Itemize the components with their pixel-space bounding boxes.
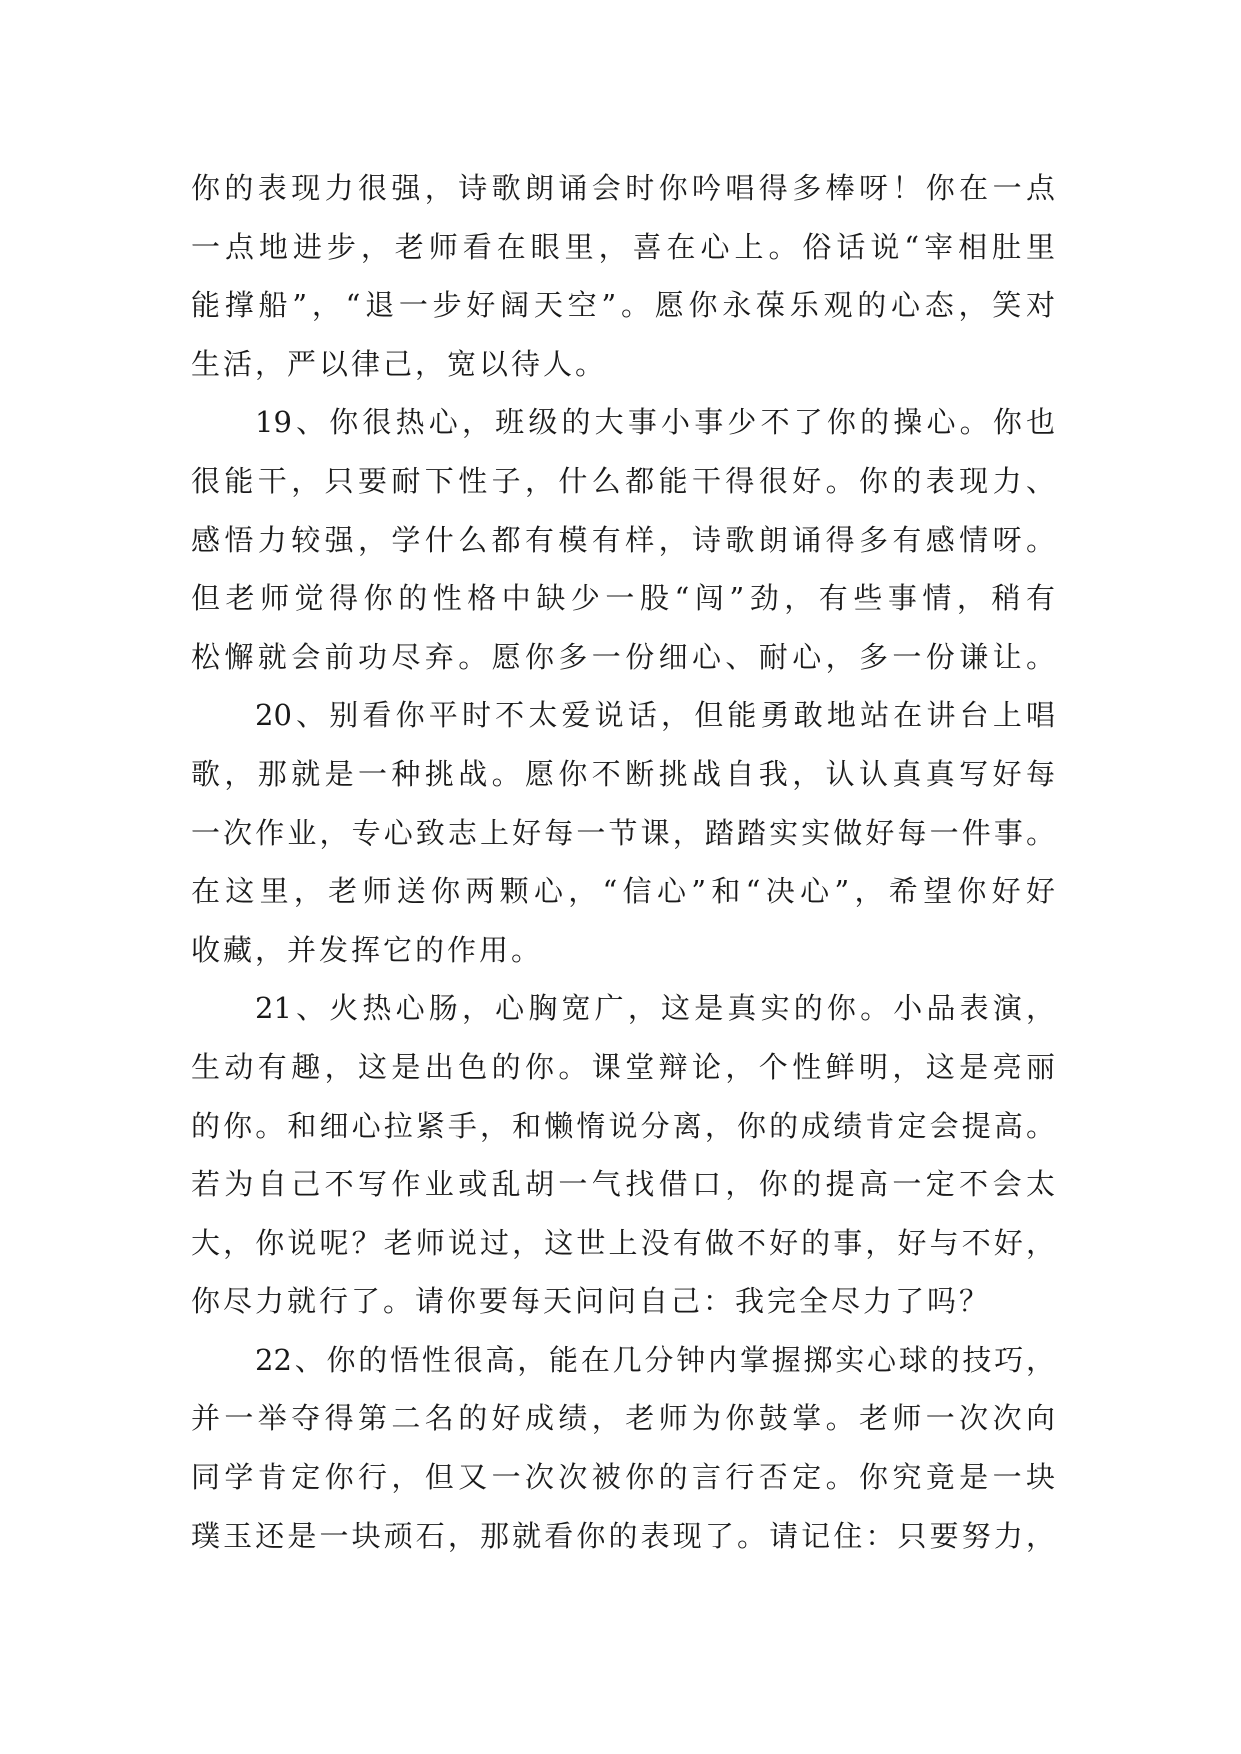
text-line: 生活，严以律己，宽以待人。 bbox=[191, 346, 608, 381]
paragraph-22 bbox=[191, 1331, 1055, 1565]
paragraph-20 bbox=[191, 686, 1055, 979]
text-line: 同学肯定你行，但又一次次被你的言行否定。你究竟是一块 bbox=[191, 1460, 1055, 1495]
text-line: 很能干，只要耐下性子，什么都能干得很好。你的表现力、 bbox=[191, 463, 1055, 498]
paragraph-21 bbox=[191, 979, 1055, 1331]
text-line: 能撑船”，“退一步好阔天空”。愿你永葆乐观的心态，笑对 bbox=[191, 288, 1055, 323]
text-line: 大，你说呢？老师说过，这世上没有做不好的事，好与不好， bbox=[191, 1225, 1055, 1260]
text-line: 在这里，老师送你两颗心，“信心”和“决心”，希望你好好 bbox=[191, 874, 1055, 909]
text-line: 22、你的悟性很高，能在几分钟内掌握掷实心球的技巧， bbox=[255, 1342, 1055, 1377]
text-line: 璞玉还是一块顽石，那就看你的表现了。请记住：只要努力， bbox=[191, 1518, 1055, 1553]
text-line: 你尽力就行了。请你要每天问问自己：我完全尽力了吗？ bbox=[191, 1284, 992, 1319]
text-line: 感悟力较强，学什么都有模有样，诗歌朗诵得多有感情呀。 bbox=[191, 522, 1055, 557]
text-line: 并一举夺得第二名的好成绩，老师为你鼓掌。老师一次次向 bbox=[191, 1401, 1055, 1436]
text-line: 19、你很热心，班级的大事小事少不了你的操心。你也 bbox=[255, 405, 1055, 440]
text-line: 21、火热心肠，心胸宽广，这是真实的你。小品表演， bbox=[255, 991, 1055, 1026]
text-line: 一点地进步，老师看在眼里，喜在心上。俗话说“宰相肚里 bbox=[191, 229, 1055, 264]
document-body bbox=[191, 159, 1055, 1565]
text-line: 但老师觉得你的性格中缺少一股“闯”劲，有些事情，稍有 bbox=[191, 581, 1055, 616]
text-line: 松懈就会前功尽弃。愿你多一份细心、耐心，多一份谦让。 bbox=[191, 639, 1055, 674]
paragraph-continuation bbox=[191, 159, 1055, 393]
text-line: 一次作业，专心致志上好每一节课，踏踏实实做好每一件事。 bbox=[191, 815, 1055, 850]
paragraph-19 bbox=[191, 393, 1055, 686]
text-line: 收藏，并发挥它的作用。 bbox=[191, 932, 544, 967]
text-line: 生动有趣，这是出色的你。课堂辩论，个性鲜明，这是亮丽 bbox=[191, 1049, 1055, 1084]
text-line: 歌，那就是一种挑战。愿你不断挑战自我，认认真真写好每 bbox=[191, 756, 1055, 791]
text-line: 20、别看你平时不太爱说话，但能勇敢地站在讲台上唱 bbox=[255, 698, 1055, 733]
text-line: 你的表现力很强，诗歌朗诵会时你吟唱得多棒呀！你在一点 bbox=[191, 171, 1055, 205]
text-line: 的你。和细心拉紧手，和懒惰说分离，你的成绩肯定会提高。 bbox=[191, 1108, 1055, 1143]
text-line: 若为自己不写作业或乱胡一气找借口，你的提高一定不会太 bbox=[191, 1167, 1055, 1202]
